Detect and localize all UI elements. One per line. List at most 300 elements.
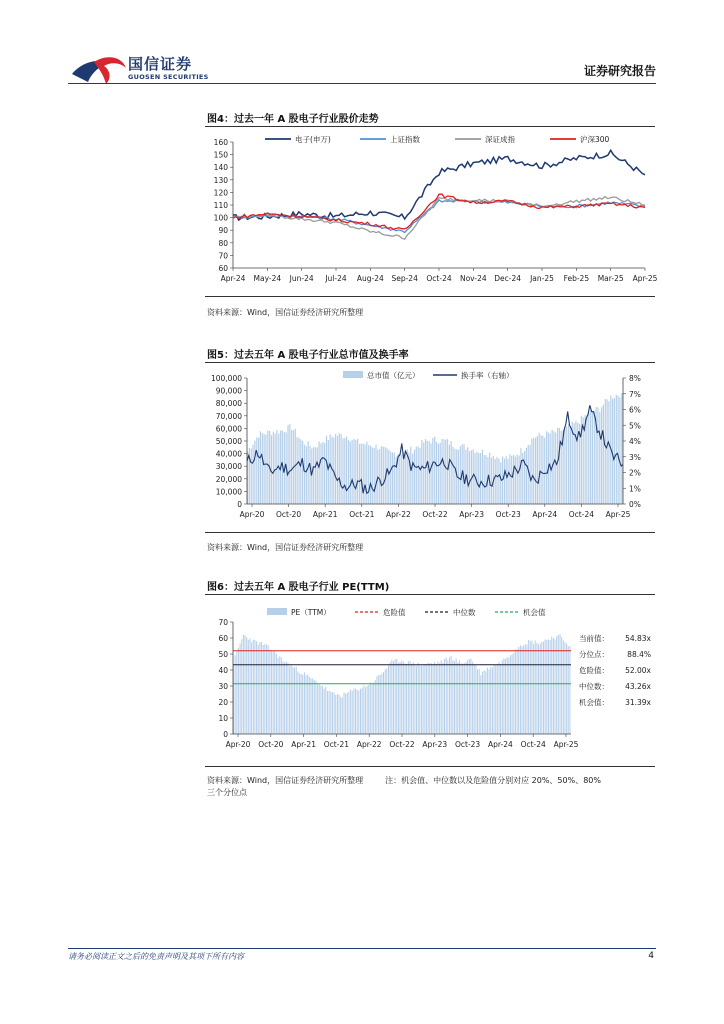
market-cap-bar	[438, 444, 439, 504]
market-cap-bar	[381, 446, 382, 504]
figure-5-rule	[205, 362, 655, 363]
market-cap-bar	[388, 450, 389, 504]
pe-bar	[405, 664, 406, 735]
market-cap-bar	[555, 433, 556, 505]
pe-bar	[381, 674, 382, 734]
legend-label-hline-2: 中位数	[453, 608, 476, 617]
market-cap-bar	[342, 438, 343, 504]
pe-bar	[403, 662, 404, 734]
pe-bar	[470, 659, 471, 734]
pe-bar	[487, 668, 488, 734]
legend-label-4: 沪深300	[580, 135, 610, 144]
market-cap-bar	[324, 443, 325, 504]
market-cap-bar	[605, 399, 606, 504]
logo-text-cn: 国信证券	[128, 55, 193, 73]
pe-bar	[327, 691, 328, 734]
pe-bar	[462, 664, 463, 734]
pe-bar	[421, 666, 422, 735]
pe-bar	[499, 662, 500, 734]
market-cap-bar	[592, 412, 593, 504]
pe-bar	[286, 661, 287, 734]
market-cap-bar	[364, 444, 365, 504]
market-cap-bar	[346, 436, 347, 504]
annotation-value-1: 54.83x	[625, 634, 651, 643]
market-cap-bar	[341, 434, 342, 504]
market-cap-bar	[370, 446, 371, 504]
x-tick-label: Apr-21	[312, 510, 338, 519]
market-cap-bar	[363, 444, 364, 504]
x-tick-label: Dec-24	[494, 274, 522, 283]
y-tick-label: 130	[213, 175, 228, 185]
pe-bar	[439, 663, 440, 734]
pe-bar	[269, 649, 270, 734]
y2-tick-label: 1%	[629, 484, 641, 494]
pe-bar	[299, 673, 300, 734]
figure-6-rule	[205, 594, 655, 595]
figure-5-bottom-rule	[205, 532, 655, 533]
annotation-label-1: 当前值：	[579, 634, 609, 643]
market-cap-bar	[454, 449, 455, 504]
market-cap-bar	[616, 395, 617, 504]
pe-bar	[452, 661, 453, 735]
figure-4-bottom-rule	[205, 296, 655, 297]
market-cap-bar	[423, 443, 424, 504]
market-cap-bar	[337, 436, 338, 504]
market-cap-bar	[427, 441, 428, 504]
market-cap-bar	[412, 454, 413, 505]
market-cap-bar	[441, 439, 442, 504]
x-tick-label: Oct-22	[422, 510, 448, 519]
pe-bar	[350, 690, 351, 735]
pe-bar	[320, 686, 321, 734]
pe-bar	[541, 642, 542, 734]
market-cap-bar	[315, 447, 316, 504]
figure-4-rule	[205, 126, 655, 127]
x-tick-label: Apr-25	[553, 740, 579, 749]
pe-bar	[449, 658, 450, 735]
y-tick-label: 40,000	[215, 449, 242, 459]
pe-bar	[251, 642, 252, 734]
market-cap-bar	[348, 440, 349, 504]
pe-bar	[334, 692, 335, 734]
pe-bar	[502, 660, 503, 734]
x-tick-label: Oct-20	[258, 740, 284, 749]
figure-5-title: 图5：过去五年 A 股电子行业总市值及换手率	[207, 350, 409, 361]
market-cap-bar	[264, 434, 265, 504]
market-cap-bar	[297, 437, 298, 504]
annotation-value-2: 88.4%	[627, 650, 651, 659]
pe-bar	[400, 662, 401, 734]
figure-6-bottom-rule	[205, 766, 655, 767]
pe-bar	[479, 669, 480, 734]
market-cap-bar	[352, 440, 353, 504]
figure-5-chart	[205, 366, 657, 526]
pe-bar	[279, 656, 280, 734]
market-cap-bar	[421, 440, 422, 504]
pe-bar	[325, 687, 326, 734]
market-cap-bar	[557, 428, 558, 504]
market-cap-bar	[559, 428, 560, 504]
pe-bar	[523, 645, 524, 734]
pe-bar	[442, 663, 443, 734]
x-tick-label: Oct-21	[349, 510, 375, 519]
y-tick-label: 80,000	[215, 399, 242, 409]
x-tick-label: Oct-24	[426, 274, 452, 283]
x-tick-label: Apr-24	[488, 740, 513, 749]
y-tick-label: 30	[218, 682, 228, 691]
pe-bar	[388, 666, 389, 734]
market-cap-bar	[608, 401, 609, 504]
pe-bar	[353, 689, 354, 734]
pe-bar	[330, 691, 331, 734]
market-cap-bar	[386, 448, 387, 504]
pe-bar	[540, 644, 541, 735]
pe-bar	[240, 644, 241, 735]
x-tick-label: Jul-24	[325, 274, 347, 283]
market-cap-bar	[588, 411, 589, 504]
market-cap-bar	[399, 454, 400, 504]
x-tick-label: Apr-23	[422, 740, 448, 749]
pe-bar	[344, 693, 345, 735]
market-cap-bar	[405, 450, 406, 504]
y2-tick-label: 3%	[629, 452, 641, 462]
market-cap-bar	[597, 407, 598, 504]
pe-bar	[505, 659, 506, 734]
pe-bar	[419, 666, 420, 734]
pe-bar	[424, 664, 425, 734]
y-tick-label: 10	[218, 714, 228, 723]
pe-bar	[254, 640, 255, 734]
market-cap-bar	[262, 433, 263, 504]
market-cap-bar	[430, 443, 431, 504]
pe-bar	[339, 695, 340, 734]
pe-bar	[446, 658, 447, 735]
legend-swatch-bar	[343, 371, 363, 378]
pe-bar	[294, 668, 295, 734]
market-cap-bar	[401, 455, 402, 505]
y-tick-label: 50,000	[215, 437, 242, 446]
pe-bar	[423, 666, 424, 734]
pe-bar	[284, 662, 285, 734]
x-tick-label: May-24	[253, 274, 282, 283]
x-tick-label: Apr-20	[239, 510, 265, 519]
pe-bar	[365, 687, 366, 734]
market-cap-bar	[330, 434, 331, 504]
market-cap-bar	[300, 439, 301, 504]
market-cap-bar	[496, 457, 497, 504]
pe-bar	[536, 643, 537, 734]
pe-bar	[495, 665, 496, 734]
pe-bar	[497, 664, 498, 734]
pe-bar	[271, 650, 272, 734]
y-tick-label: 60	[218, 634, 228, 643]
pe-bar	[406, 664, 407, 734]
x-tick-label: Oct-22	[389, 740, 415, 749]
market-cap-bar	[528, 445, 529, 504]
pe-bar	[355, 689, 356, 734]
market-cap-bar	[425, 439, 426, 504]
footer-disclaimer: 请务必阅读正文之后的免责声明及其项下所有内容	[68, 952, 244, 961]
pe-bar	[396, 659, 397, 734]
pe-bar	[304, 672, 305, 734]
market-cap-bar	[594, 411, 595, 504]
y-tick-label: 70	[218, 618, 228, 627]
market-cap-bar	[537, 436, 538, 504]
pe-bar	[466, 662, 467, 734]
market-cap-bar	[355, 440, 356, 504]
pe-bar	[433, 664, 434, 734]
pe-bar	[340, 697, 341, 734]
market-cap-bar	[418, 447, 419, 505]
pe-bar	[545, 640, 546, 734]
market-cap-bar	[311, 449, 312, 505]
pe-bar	[311, 678, 312, 734]
pe-bar	[393, 661, 394, 734]
pe-bar	[538, 644, 539, 734]
market-cap-bar	[517, 455, 518, 504]
market-cap-bar	[374, 448, 375, 504]
pe-bar	[457, 662, 458, 734]
figure-6-source	[207, 775, 601, 786]
pe-bar	[431, 663, 432, 734]
market-cap-bar	[319, 442, 320, 505]
report-type: 证券研究报告	[583, 64, 656, 78]
pe-bar	[477, 669, 478, 734]
market-cap-bar	[434, 437, 435, 504]
y2-tick-label: 2%	[629, 468, 641, 478]
market-cap-bar	[309, 446, 310, 504]
pe-bar	[274, 651, 275, 734]
pe-bar	[386, 669, 387, 734]
y2-tick-label: 5%	[629, 421, 641, 431]
legend-label-line: 换手率（右轴）	[461, 371, 514, 380]
market-cap-bar	[601, 407, 602, 504]
market-cap-bar	[379, 449, 380, 504]
pe-bar	[447, 661, 448, 734]
pe-bar	[263, 645, 264, 734]
market-cap-bar	[618, 396, 619, 504]
pe-bar	[401, 661, 402, 735]
market-cap-bar	[564, 428, 565, 505]
pe-bar	[472, 662, 473, 734]
series-line-1	[233, 150, 645, 220]
footer-divider	[68, 948, 656, 949]
pe-bar	[510, 655, 511, 734]
pe-bar	[482, 672, 483, 734]
figure-5-source: 资料来源：Wind，国信证券经济研究所整理	[207, 543, 364, 552]
pe-bar	[413, 662, 414, 734]
market-cap-bar	[495, 459, 496, 504]
pe-bar	[441, 660, 442, 734]
figure-6-source-text: 资料来源：Wind，国信证券经济研究所整理	[207, 776, 364, 785]
pe-bar	[568, 646, 569, 734]
x-tick-label: Oct-21	[323, 740, 350, 749]
pe-bar	[426, 665, 427, 734]
market-cap-bar	[414, 450, 415, 504]
market-cap-bar	[357, 439, 358, 504]
y-tick-label: 20	[218, 698, 228, 707]
market-cap-bar	[287, 425, 288, 504]
pe-bar	[418, 663, 419, 734]
market-cap-bar	[410, 447, 411, 504]
pe-bar	[296, 667, 297, 734]
market-cap-bar	[484, 455, 485, 504]
x-tick-label: Feb-25	[563, 274, 590, 283]
y-tick-label: 50	[218, 650, 228, 659]
market-cap-bar	[394, 453, 395, 504]
legend-label-hline-3: 机会值	[523, 608, 546, 617]
pe-bar	[395, 659, 396, 734]
pe-bar	[533, 644, 534, 734]
y-tick-label: 20,000	[215, 474, 242, 484]
pe-bar	[363, 685, 364, 734]
pe-bar	[518, 647, 519, 734]
pe-bar	[266, 644, 267, 734]
market-cap-bar	[350, 442, 351, 505]
x-tick-label: Apr-22	[356, 740, 382, 749]
logo-red-wing	[94, 57, 126, 84]
market-cap-bar	[621, 393, 622, 504]
pe-bar	[461, 663, 462, 734]
market-cap-bar	[353, 439, 354, 504]
market-cap-bar	[619, 397, 620, 504]
pe-bar	[411, 665, 412, 734]
annotation-label-2: 分位点：	[579, 650, 609, 659]
pe-bar	[309, 677, 310, 734]
figure-6-note: 注：机会值、中位数以及危险值分别对应 20%、50%、80%	[385, 776, 601, 785]
market-cap-bar	[546, 431, 547, 504]
market-cap-bar	[541, 435, 542, 504]
pe-bar	[555, 640, 556, 735]
market-cap-bar	[291, 430, 292, 504]
market-cap-bar	[467, 447, 468, 504]
market-cap-bar	[478, 453, 479, 504]
market-cap-bar	[326, 436, 327, 504]
pe-bar	[258, 645, 259, 734]
pe-bar	[553, 638, 554, 734]
x-tick-label: Apr-24	[220, 274, 246, 283]
market-cap-bar	[586, 416, 587, 504]
pe-bar	[484, 670, 485, 734]
pe-bar	[390, 662, 391, 734]
market-cap-bar	[542, 436, 543, 504]
header-divider	[68, 83, 656, 84]
pe-bar	[535, 641, 536, 735]
pe-bar	[248, 640, 249, 734]
market-cap-bar	[599, 412, 600, 504]
y-tick-label: 40	[218, 666, 228, 675]
market-cap-bar	[320, 443, 321, 504]
market-cap-bar	[452, 447, 453, 504]
market-cap-bar	[368, 445, 369, 504]
pe-bar	[508, 658, 509, 734]
pe-bar	[528, 640, 529, 734]
x-tick-label: Jun-24	[289, 274, 314, 283]
x-tick-label: Apr-21	[291, 740, 316, 749]
legend-label-3: 深证成指	[485, 135, 515, 144]
market-cap-bar	[469, 451, 470, 504]
market-cap-bar	[328, 440, 329, 504]
market-cap-bar	[306, 446, 307, 504]
pe-bar	[297, 672, 298, 734]
series-line-3	[233, 197, 645, 240]
pe-bar	[490, 667, 491, 734]
pe-bar	[245, 635, 246, 734]
market-cap-bar	[256, 437, 257, 504]
y-tick-label: 110	[213, 201, 228, 210]
market-cap-bar	[515, 457, 516, 504]
pe-bar	[494, 664, 495, 734]
pe-bar	[358, 691, 359, 734]
market-cap-bar	[506, 456, 507, 504]
market-cap-bar	[273, 432, 274, 504]
pe-bar	[246, 637, 247, 734]
pe-bar	[507, 657, 508, 734]
market-cap-bar	[317, 447, 318, 504]
pe-bar	[301, 674, 302, 734]
market-cap-bar	[445, 440, 446, 504]
pe-bar	[314, 680, 315, 734]
pe-bar	[546, 640, 547, 734]
market-cap-bar	[361, 444, 362, 504]
x-tick-label: Oct-23	[454, 740, 481, 749]
pe-bar	[531, 641, 532, 735]
market-cap-bar	[603, 405, 604, 504]
market-cap-bar	[254, 441, 255, 504]
y-tick-label: 150	[213, 150, 228, 160]
pe-bar	[467, 660, 468, 734]
market-cap-bar	[520, 448, 521, 504]
pe-bar	[268, 645, 269, 734]
annotation-value-3: 52.00x	[625, 666, 651, 675]
y-tick-label: 10,000	[215, 487, 242, 497]
pe-bar	[391, 660, 392, 734]
pe-bar	[236, 651, 237, 734]
market-cap-bar	[339, 433, 340, 504]
pe-bar	[543, 642, 544, 734]
market-cap-bar	[436, 442, 437, 504]
pe-bar	[512, 654, 513, 734]
x-tick-label: Oct-24	[568, 510, 595, 519]
pe-bar	[362, 688, 363, 734]
x-tick-label: Apr-23	[459, 510, 484, 519]
market-cap-bar	[583, 417, 584, 504]
pe-bar	[348, 692, 349, 734]
pe-bar	[368, 685, 369, 734]
legend-label-2: 上证指数	[390, 135, 420, 144]
pe-bar	[434, 662, 435, 734]
market-cap-bar	[531, 439, 532, 504]
pe-bar	[243, 635, 244, 734]
market-cap-bar	[344, 438, 345, 504]
legend-label-hline-1: 危险值	[383, 608, 406, 617]
legend-label-pe: PE（TTM）	[291, 608, 331, 617]
market-cap-bar	[575, 421, 576, 504]
market-cap-bar	[403, 453, 404, 504]
page-number: 4	[648, 951, 654, 961]
pe-bar	[376, 676, 377, 734]
market-cap-bar	[485, 455, 486, 504]
annotation-label-5: 机会值：	[579, 698, 609, 707]
market-cap-bar	[480, 453, 481, 504]
pe-bar	[235, 655, 236, 734]
pe-bar	[367, 686, 368, 734]
x-tick-label: Apr-22	[386, 510, 411, 519]
y2-tick-label: 7%	[629, 389, 641, 399]
pe-bar	[429, 663, 430, 734]
pe-bar	[566, 644, 567, 734]
pe-bar	[324, 689, 325, 734]
